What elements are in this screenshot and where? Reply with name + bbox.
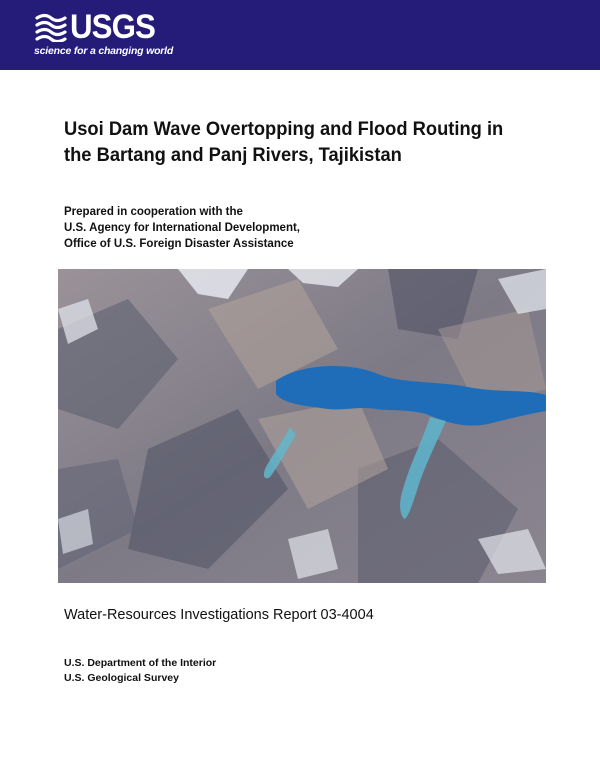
report-title: Usoi Dam Wave Overtopping and Flood Routing in the Bartang and Panj Rivers, Tajikistan [64,118,504,166]
cooperation-statement [64,204,524,252]
cooperation-line: U.S. Agency for International Development, [64,222,301,234]
aerial-mountain-lake-image [58,269,546,583]
agency-line: U.S. Geological Survey [64,672,179,684]
usgs-tagline: science for a changing world [34,45,174,57]
cooperation-line: Prepared in cooperation with the [64,206,243,218]
usgs-banner [0,0,600,70]
agency-block [64,656,364,686]
usgs-logo[interactable] [34,8,174,60]
agency-line: U.S. Department of the Interior [64,657,217,669]
report-number: Water-Resources Investigations Report 03-4004 [64,607,374,623]
cooperation-line: Office of U.S. Foreign Disaster Assistance [64,238,294,250]
usgs-wave-mark-icon [34,12,68,42]
usgs-wordmark: USGS [70,8,155,46]
